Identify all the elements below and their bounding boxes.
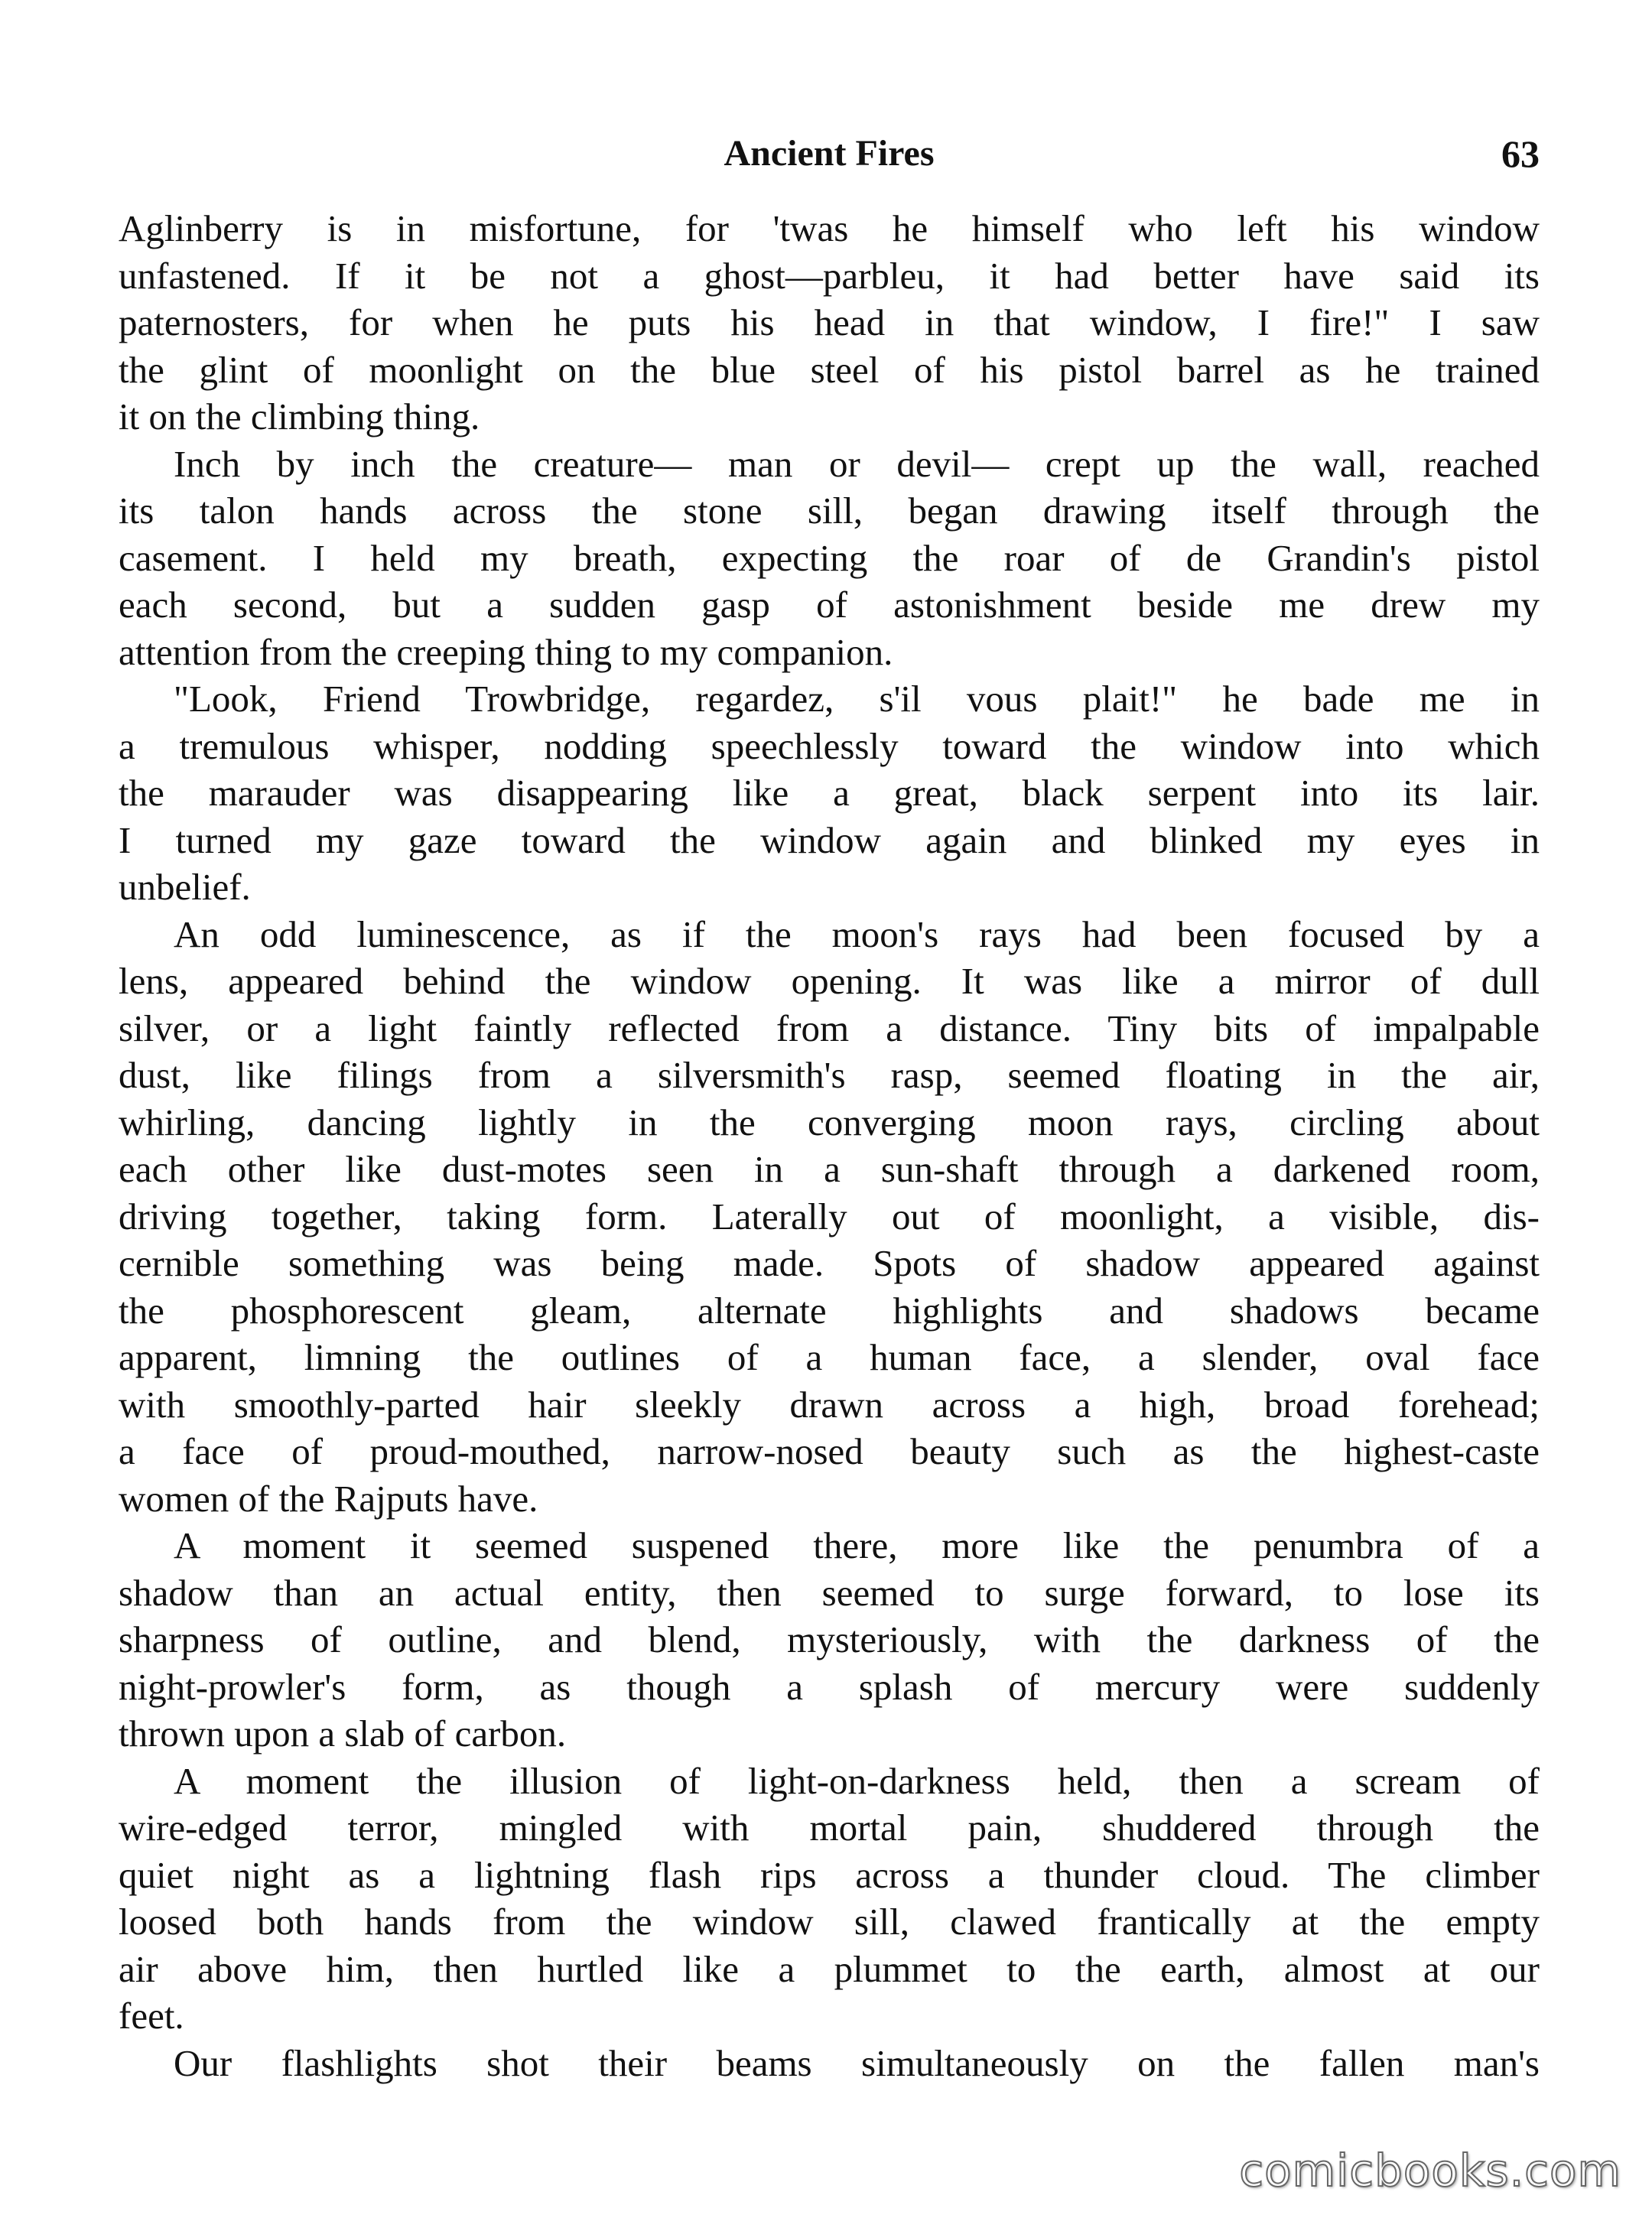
text-line: thrown upon a slab of carbon.: [119, 1712, 567, 1755]
text-line: it on the climbing thing.: [119, 395, 480, 437]
text-line: dust, like filings from a silversmith's rasp, seemed floating in the air,: [119, 1054, 1540, 1096]
text-line: feet.: [119, 1995, 184, 2037]
text-line: the phosphorescent gleam, alternate highlights and shadows became: [119, 1289, 1540, 1332]
text-line: women of the Rajputs have.: [119, 1477, 538, 1520]
site-watermark: comicbooks.com: [1239, 2145, 1621, 2197]
text-line: a tremulous whisper, nodding speechlessly toward the window into which: [119, 724, 1540, 767]
text-line: apparent, limning the outlines of a human face, a slender, oval face: [119, 1336, 1540, 1378]
text-line: attention from the creeping thing to my companion.: [119, 630, 893, 673]
page-number: 63: [1501, 132, 1540, 175]
text-line: lens, appeared behind the window opening. It was like a mirror of dull: [119, 960, 1540, 1002]
text-line: A moment it seemed suspened there, more like the penumbra of a: [174, 1524, 1540, 1566]
text-line: loosed both hands from the window sill, clawed frantically at the empty: [119, 1901, 1540, 1943]
text-line: Inch by inch the creature— man or devil— crept up the wall, reached: [174, 442, 1540, 485]
text-line: quiet night as a lightning flash rips across a thunder cloud. The climber: [119, 1853, 1540, 1896]
text-line: casement. I held my breath, expecting the roar of de Grandin's pistol: [119, 536, 1540, 579]
text-line: driving together, taking form. Laterally out of moonlight, a visible, dis-: [119, 1195, 1540, 1237]
text-line: An odd luminescence, as if the moon's rays had been focused by a: [174, 912, 1540, 955]
text-line: sharpness of outline, and blend, mysteriously, with the darkness of the: [119, 1618, 1540, 1660]
text-line: the glint of moonlight on the blue steel of his pistol barrel as he trained: [119, 348, 1540, 391]
body-text: [119, 205, 1540, 2086]
text-line: the marauder was disappearing like a great, black serpent into its lair.: [119, 772, 1540, 814]
text-line: wire-edged terror, mingled with mortal pain, shuddered through the: [119, 1807, 1540, 1849]
text-line: silver, or a light faintly reflected from a distance. Tiny bits of impalpable: [119, 1007, 1540, 1049]
text-line: night-prowler's form, as though a splash of mercury were suddenly: [119, 1665, 1540, 1708]
text-line: shadow than an actual entity, then seemed to surge forward, to lose its: [119, 1571, 1540, 1614]
text-line: Aglinberry is in misfortune, for 'twas he himself who left his window: [119, 207, 1540, 249]
text-line: air above him, then hurtled like a plummet to the earth, almost at our: [119, 1947, 1540, 1990]
text-line: "Look, Friend Trowbridge, regardez, s'il vous plait!" he bade me in: [174, 678, 1540, 720]
text-line: each second, but a sudden gasp of astonishment beside me drew my: [119, 584, 1540, 626]
text-line: whirling, dancing lightly in the converging moon rays, circling about: [119, 1101, 1540, 1143]
text-line: its talon hands across the stone sill, began drawing itself through the: [119, 489, 1540, 532]
text-line: I turned my gaze toward the window again and blinked my eyes in: [119, 818, 1540, 861]
page-header: [119, 127, 1540, 180]
text-line: a face of proud-mouthed, narrow-nosed beauty such as the highest-caste: [119, 1430, 1540, 1472]
text-line: each other like dust-motes seen in a sun-shaft through a darkened room,: [119, 1148, 1540, 1190]
text-line: cernible something was being made. Spots of shadow appeared against: [119, 1242, 1540, 1284]
running-title: Ancient Fires: [724, 133, 935, 174]
text-line: paternosters, for when he puts his head in that window, I fire!" I saw: [119, 301, 1540, 343]
text-line: A moment the illusion of light-on-darkness held, then a scream of: [174, 1759, 1540, 1802]
text-line: unfastened. If it be not a ghost—parbleu, it had better have said its: [119, 254, 1540, 297]
text-line: Our flashlights shot their beams simultaneously on the fallen man's: [174, 2041, 1540, 2084]
text-line: with smoothly-parted hair sleekly drawn across a high, broad forehead;: [119, 1383, 1540, 1426]
text-line: unbelief.: [119, 866, 251, 908]
